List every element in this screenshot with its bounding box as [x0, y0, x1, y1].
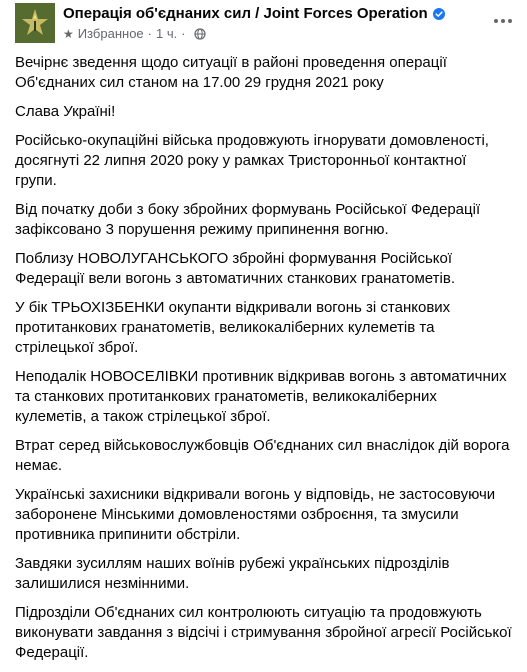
post-paragraph: У бік ТРЬОХІЗБЕНКИ окупанти відкривали вогонь зі станкових протитанкових гранатометів, великокаліберних кулеметів та стрілецької зброї.: [15, 299, 451, 356]
separator-dot-2: ·: [181, 26, 186, 41]
star-icon: ★: [63, 27, 74, 41]
more-dot-icon: [494, 19, 498, 23]
post-meta: [63, 5, 445, 42]
post-subline: [63, 26, 445, 42]
post-paragraph: Підрозділи Об'єднаних сил контролюють ситуацію та продовжують виконувати завдання з відсічі і стримування збройної агресії Російської Федерації.: [15, 604, 512, 661]
post-paragraph: Від початку доби з боку збройних формувань Російської Федерації зафіксовано 3 порушення режиму припинення вогню.: [15, 201, 481, 238]
page-name[interactable]: Операція об'єднаних сил / Joint Forces Operation: [63, 5, 428, 22]
page-avatar[interactable]: [15, 3, 55, 43]
post-paragraph: Завдяки зусиллям наших воїнів рубежі українських підрозділів залишилися незмінними.: [15, 555, 450, 592]
more-dot-icon: [501, 19, 505, 23]
post-body: [15, 53, 512, 672]
post-paragraph: Втрат серед військовослужбовців Об'єднаних сил внаслідок дій ворога немає.: [15, 437, 510, 474]
separator-dot: ·: [147, 26, 152, 41]
verified-badge-icon: [433, 8, 445, 20]
page-name-row: [63, 5, 445, 23]
post-paragraph: Неподалік НОВОСЕЛІВКИ противник відкривав вогонь з автоматичних та станкових протитанкових гранатометів, великокаліберних кулеметів, а також стрілецької зброї.: [15, 368, 507, 425]
post-paragraph: Російсько-окупаційні війська продовжують ігнорувати домовленості, досягнуті 22 липня 2020 року у рамках Тристоронньої контактної групи.: [15, 132, 489, 189]
post-paragraph: Українські захисники відкривали вогонь у відповідь, не застосовуючи заборонене Мінськими домовленостями озброєння, та змусили противника припинити обстріли.: [15, 486, 496, 543]
globe-icon: [194, 28, 206, 40]
more-dot-icon: [508, 19, 512, 23]
post-paragraph: Поблизу НОВОЛУГАНСЬКОГО збройні формування Російської Федерації вели вогонь з автоматичних станкових гранатометів.: [15, 250, 455, 287]
post-header: [15, 3, 515, 43]
favorites-label[interactable]: Избранное: [77, 26, 144, 41]
emblem-icon: [15, 3, 55, 43]
post-time[interactable]: 1 ч.: [156, 26, 178, 41]
post-paragraph: Слава Україні!: [15, 103, 116, 120]
post-paragraph: Вечірнє зведення щодо ситуації в районі проведення операції Об'єднаних сил станом на 17.00 29 грудня 2021 року: [15, 54, 447, 91]
more-options-button[interactable]: [491, 11, 515, 31]
